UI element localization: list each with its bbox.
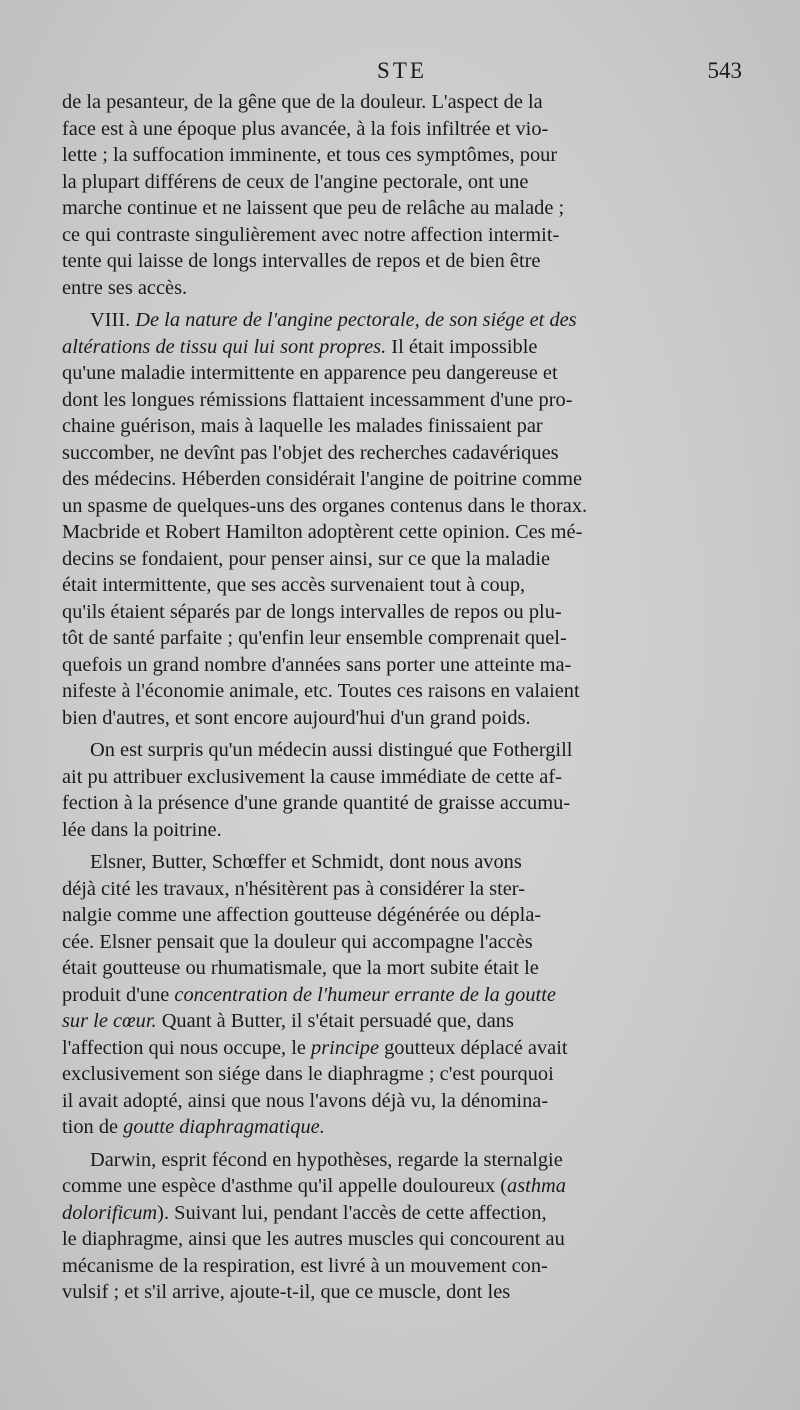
text-line xyxy=(62,982,742,1009)
italic-text: goutte diaphragmatique. xyxy=(123,1116,325,1138)
text-line xyxy=(62,876,742,903)
text-segment: marche continue et ne laissent que peu de relâche au malade ; xyxy=(62,197,565,219)
italic-text: concentration de l'humeur errante de la goutte xyxy=(174,983,556,1006)
text-line xyxy=(62,817,742,844)
text-segment: exclusivement son siége dans le diaphragme ; c'est pourquoi xyxy=(62,1063,554,1085)
text-line xyxy=(62,307,742,334)
text-line xyxy=(62,737,742,764)
text-segment: Darwin, esprit fécond en hypothèses, regarde la sternalgie xyxy=(90,1148,563,1171)
text-segment: produit d'une xyxy=(62,983,175,1006)
text-segment: nalgie comme une affection goutteuse dégénérée ou dépla- xyxy=(62,904,542,926)
text-segment: qu'ils étaient séparés par de longs intervalles de repos ou plu- xyxy=(62,600,562,623)
text-line xyxy=(62,169,742,196)
text-line xyxy=(62,1088,742,1115)
text-segment: il avait adopté, ainsi que nous l'avons déjà vu, la dénomina- xyxy=(62,1089,549,1112)
text-line xyxy=(62,519,742,546)
text-line xyxy=(62,248,742,275)
text-line xyxy=(62,764,742,791)
text-segment: des médecins. Héberden considérait l'angine de poitrine comme xyxy=(62,468,583,490)
text-segment: cée. Elsner pensait que la douleur qui accompagne l'accès xyxy=(62,930,533,953)
text-line xyxy=(62,1061,742,1088)
text-line xyxy=(62,1279,742,1306)
italic-text: altérations de tissu qui lui sont propres. xyxy=(62,335,387,358)
text-segment: l'affection qui nous occupe, le xyxy=(62,1036,312,1059)
text-line xyxy=(62,902,742,929)
text-segment: de la pesanteur, de la gêne que de la douleur. L'aspect de la xyxy=(62,91,543,113)
text-line xyxy=(62,1173,742,1200)
text-segment: ce qui contraste singulièrement avec notre affection intermit- xyxy=(62,223,560,246)
text-line xyxy=(62,222,742,249)
text-segment: goutteux déplacé avait xyxy=(379,1036,568,1059)
text-line xyxy=(62,1035,742,1062)
text-segment: bien d'autres, et sont encore aujourd'hui d'un grand poids. xyxy=(62,706,531,729)
text-segment: entre ses accès. xyxy=(62,276,188,299)
text-line xyxy=(62,1114,742,1141)
text-segment: succomber, ne devînt pas l'objet des recherches cadavériques xyxy=(62,441,559,464)
text-line xyxy=(62,652,742,679)
text-line xyxy=(62,142,742,169)
text-line xyxy=(62,849,742,876)
text-line xyxy=(62,116,742,143)
italic-text: asthma xyxy=(507,1175,566,1197)
text-line xyxy=(62,546,742,573)
text-segment: On est surpris qu'un médecin aussi distingué que Fothergill xyxy=(90,739,573,761)
text-segment: tente qui laisse de longs intervalles de repos et de bien être xyxy=(62,250,541,272)
text-line xyxy=(62,955,742,982)
text-line xyxy=(62,1253,742,1280)
text-segment: tion de xyxy=(62,1116,124,1138)
italic-text: De la nature de l'angine pectorale, de son siége et des xyxy=(135,309,577,331)
text-segment: Macbride et Robert Hamilton adoptèrent cette opinion. Ces mé- xyxy=(62,521,583,543)
page-header xyxy=(62,58,742,88)
text-line xyxy=(62,195,742,222)
text-segment: tôt de santé parfaite ; qu'enfin leur ensemble comprenait quel- xyxy=(62,627,567,649)
text-line xyxy=(62,89,742,116)
text-line xyxy=(62,1147,742,1174)
text-segment: déjà cité les travaux, n'hésitèrent pas à considérer la ster- xyxy=(62,877,525,900)
running-head: STE xyxy=(377,58,427,83)
text-segment: quefois un grand nombre d'années sans porter une atteinte ma- xyxy=(62,653,572,676)
text-segment: face est à une époque plus avancée, à la fois infiltrée et vio- xyxy=(62,117,549,140)
text-line xyxy=(62,678,742,705)
text-line xyxy=(62,1008,742,1035)
text-line xyxy=(62,275,742,302)
text-segment: ). Suivant lui, pendant l'accès de cette affection, xyxy=(157,1201,547,1224)
text-segment: était intermittente, que ses accès survenaient tout à coup, xyxy=(62,574,526,596)
text-segment: VIII. xyxy=(90,309,136,331)
text-segment: lette ; la suffocation imminente, et tous ces symptômes, pour xyxy=(62,144,558,166)
text-line xyxy=(62,334,742,361)
text-segment: decins se fondaient, pour penser ainsi, sur ce que la maladie xyxy=(62,547,551,570)
italic-text: principe xyxy=(311,1036,379,1059)
text-segment: Elsner, Butter, Schœffer et Schmidt, dont nous avons xyxy=(90,851,522,873)
text-segment: ait pu attribuer exclusivement la cause immédiate de cette af- xyxy=(62,765,562,788)
italic-text: dolorificum xyxy=(62,1201,158,1224)
text-segment: chaine guérison, mais à laquelle les malades finissaient par xyxy=(62,415,543,437)
italic-text: sur le cœur. xyxy=(62,1010,157,1032)
text-line xyxy=(62,1226,742,1253)
text-line xyxy=(62,572,742,599)
text-segment: dont les longues rémissions flattaient incessamment d'une pro- xyxy=(62,388,573,411)
page-number: 543 xyxy=(707,58,742,83)
text-line xyxy=(62,493,742,520)
text-line xyxy=(62,387,742,414)
text-segment: mécanisme de la respiration, est livré à un mouvement con- xyxy=(62,1254,548,1277)
text-line xyxy=(62,929,742,956)
text-segment: la plupart différens de ceux de l'angine pectorale, ont une xyxy=(62,170,529,193)
text-line xyxy=(62,599,742,626)
text-segment: lée dans la poitrine. xyxy=(62,818,222,841)
text-segment: qu'une maladie intermittente en apparence peu dangereuse et xyxy=(62,362,558,384)
text-segment: fection à la présence d'une grande quantité de graisse accumu- xyxy=(62,792,571,814)
text-line xyxy=(62,625,742,652)
text-line xyxy=(62,360,742,387)
text-segment: Il était impossible xyxy=(386,335,538,358)
text-segment: était goutteuse ou rhumatismale, que la mort subite était le xyxy=(62,957,539,979)
body-text xyxy=(62,89,742,1306)
text-segment: le diaphragme, ainsi que les autres muscles qui concourent au xyxy=(62,1228,565,1250)
text-segment: vulsif ; et s'il arrive, ajoute-t-il, que ce muscle, dont les xyxy=(62,1281,511,1303)
text-line xyxy=(62,705,742,732)
text-segment: Quant à Butter, il s'était persuadé que, dans xyxy=(156,1010,514,1032)
text-line xyxy=(62,790,742,817)
text-segment: comme une espèce d'asthme qu'il appelle douloureux ( xyxy=(62,1175,508,1197)
text-segment: nifeste à l'économie animale, etc. Toutes ces raisons en valaient xyxy=(62,680,580,702)
text-line xyxy=(62,466,742,493)
text-line xyxy=(62,1200,742,1227)
text-line xyxy=(62,413,742,440)
text-segment: un spasme de quelques-uns des organes contenus dans le thorax. xyxy=(62,494,588,517)
text-line xyxy=(62,440,742,467)
